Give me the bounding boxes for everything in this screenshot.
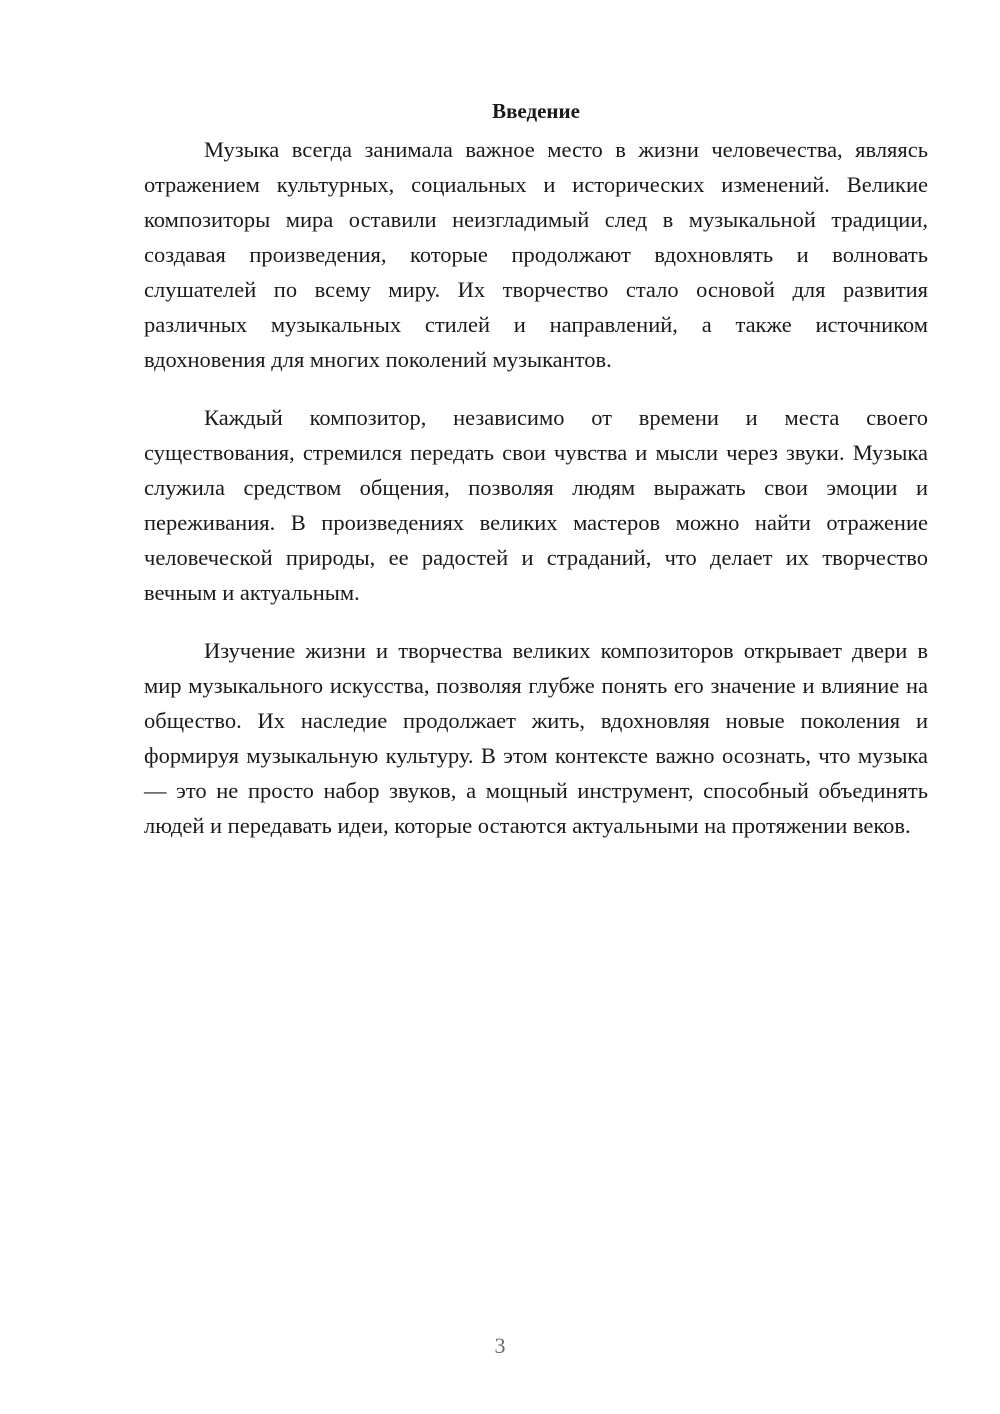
page-number: 3 — [494, 1333, 506, 1358]
paragraph-2: Каждый композитор, независимо от времени и места своего существования, стремился передать свои чувства и мысли через звуки. Музыка служила средством общения, позволяя людям выражать свои эмоции и переживания. В произведениях великих мастеров можно найти отражение человеческой природы, ее радостей и страданий, что делает их творчество вечным и актуальным. — [144, 405, 928, 605]
page-content — [144, 96, 928, 866]
section-heading: Введение — [492, 99, 580, 123]
paragraph-3: Изучение жизни и творчества великих композиторов открывает двери в мир музыкального искусства, позволяя глубже понять его значение и влияние на общество. Их наследие продолжает жить, вдохновляя новые поколения и формируя музыкальную культуру. В этом контексте важно осознать, что музыка — это не просто набор звуков, а мощный инструмент, способный объединять людей и передавать идеи, которые остаются актуальными на протяжении веков. — [144, 638, 928, 838]
paragraph-1: Музыка всегда занимала важное место в жизни человечества, являясь отражением культурных, социальных и исторических изменений. Великие композиторы мира оставили неизгладимый след в музыкальной традиции, создавая произведения, которые продолжают вдохновлять и волновать слушателей по всему миру. Их творчество стало основой для развития различных музыкальных стилей и направлений, а также источником вдохновения для многих поколений музыкантов. — [144, 137, 928, 372]
